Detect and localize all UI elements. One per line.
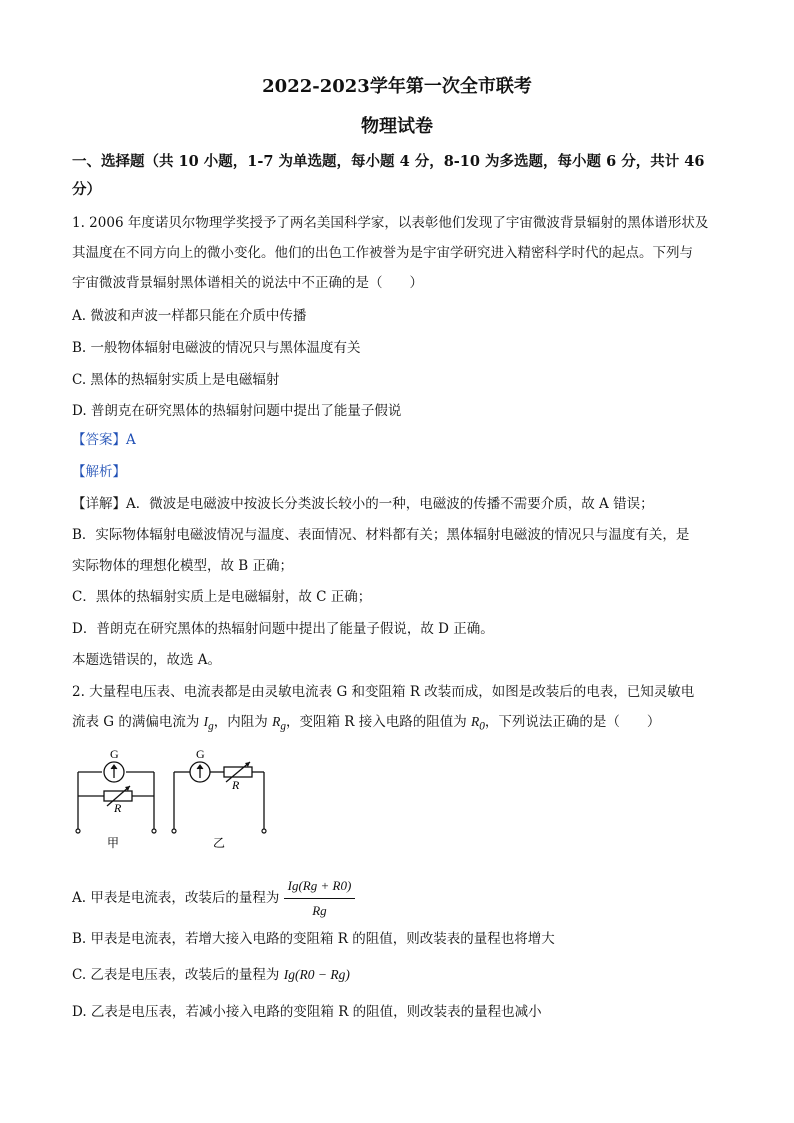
q1-option-c: C. 黑体的热辐射实质上是电磁辐射 xyxy=(72,372,280,388)
galvanometer-yi xyxy=(190,762,210,782)
r-label-yi: R xyxy=(232,778,240,792)
g-label-yi: G xyxy=(196,747,205,761)
exam-subtitle: 物理试卷 xyxy=(361,116,433,137)
q2-stem-line2 xyxy=(72,712,722,737)
fraction-denominator: Rg xyxy=(312,903,327,918)
q1-analysis-label: 【解析】 xyxy=(72,464,126,480)
label-yi: 乙 xyxy=(213,836,226,850)
fraction-numerator: Ig(Rg + R0) xyxy=(284,874,356,899)
q2-option-a-text: A. 甲表是电流表，改装后的量程为 xyxy=(72,890,280,906)
q1-detail-b-line1: B．实际物体辐射电磁波情况与温度、表面情况、材料都有关；黑体辐射电磁波的情况只与温度有关，是 xyxy=(72,527,690,543)
q1-detail-b-line2: 实际物体的理想化模型，故 B 正确； xyxy=(72,558,294,574)
q2-option-c-expression: Ig(R0 − Rg) xyxy=(283,967,350,982)
circuit-yi xyxy=(174,762,264,829)
ig-symbol: $I_g$ xyxy=(203,714,214,733)
q1-detail-d: D．普朗克在研究黑体的热辐射问题中提出了能量子假说，故 D 正确。 xyxy=(72,621,494,637)
q2-option-b: B. 甲表是电流表，若增大接入电路的变阻箱 R 的阻值，则改装表的量程也将增大 xyxy=(72,931,555,947)
section-heading-line2: 分） xyxy=(72,181,101,198)
q2-option-a xyxy=(72,874,722,923)
exam-title: 2022-2023学年第一次全市联考 xyxy=(262,76,532,97)
g-label-jia: G xyxy=(110,747,119,761)
q2-stem-text-2: ，内阻为 xyxy=(213,714,273,730)
terminal-yi-left xyxy=(172,829,176,833)
q2-stem-text-1: 流表 G 的满偏电流为 xyxy=(72,714,204,730)
q1-answer: 【答案】A xyxy=(72,432,136,448)
q2-option-c xyxy=(72,965,722,985)
q1-stem-line1: 1. 2006 年度诺贝尔物理学奖授予了两名美国科学家，以表彰他们发现了宇宙微波背景辐射的黑体谱形状及 xyxy=(72,215,709,231)
terminal-jia-left xyxy=(76,829,80,833)
q1-option-d: D. 普朗克在研究黑体的热辐射问题中提出了能量子假说 xyxy=(72,403,402,419)
q2-stem-text-3: ，变阻箱 R 接入电路的阻值为 xyxy=(285,714,472,730)
q2-option-c-text: C. 乙表是电压表，改装后的量程为 xyxy=(72,967,284,983)
q2-stem-text-4: ，下列说法正确的是（ ） xyxy=(484,714,661,730)
q1-conclusion: 本题选错误的，故选 A。 xyxy=(72,652,222,668)
q2-option-d: D. 乙表是电压表，若减小接入电路的变阻箱 R 的阻值，则改装表的量程也减小 xyxy=(72,1004,542,1020)
q1-stem-line2: 其温度在不同方向上的微小变化。他们的出色工作被誉为是宇宙学研究进入精密科学时代的起点。下列与 xyxy=(72,245,693,261)
rg-symbol: $R_g$ xyxy=(272,714,286,733)
r0-symbol: $R_0$ xyxy=(471,714,485,733)
terminal-jia-right xyxy=(152,829,156,833)
q1-option-b: B. 一般物体辐射电磁波的情况只与黑体温度有关 xyxy=(72,340,361,356)
q2-option-a-fraction xyxy=(284,874,356,923)
galvanometer-jia xyxy=(104,762,124,782)
terminal-yi-right xyxy=(262,829,266,833)
label-jia: 甲 xyxy=(107,836,120,850)
q2-stem-line1: 2. 大量程电压表、电流表都是由灵敏电流表 G 和变阻箱 R 改装而成，如图是改装后的电表，已知灵敏电 xyxy=(72,684,695,700)
q1-detail-a: 【详解】A．微波是电磁波中按波长分类波长较小的一种，电磁波的传播不需要介质，故 A 错误； xyxy=(72,496,654,512)
q1-option-a: A. 微波和声波一样都只能在介质中传播 xyxy=(72,308,307,324)
q1-stem-line3: 宇宙微波背景辐射黑体谱相关的说法中不正确的是（ ） xyxy=(72,275,423,291)
r-label-jia: R xyxy=(114,801,122,815)
q1-detail-c: C．黑体的热辐射实质上是电磁辐射，故 C 正确； xyxy=(72,589,372,605)
section-heading-line1: 一、选择题（共 10 小题，1-7 为单选题，每小题 4 分，8-10 为多选题，每小题 6 分，共计 46 xyxy=(72,153,705,170)
circuit-figure xyxy=(66,742,276,854)
